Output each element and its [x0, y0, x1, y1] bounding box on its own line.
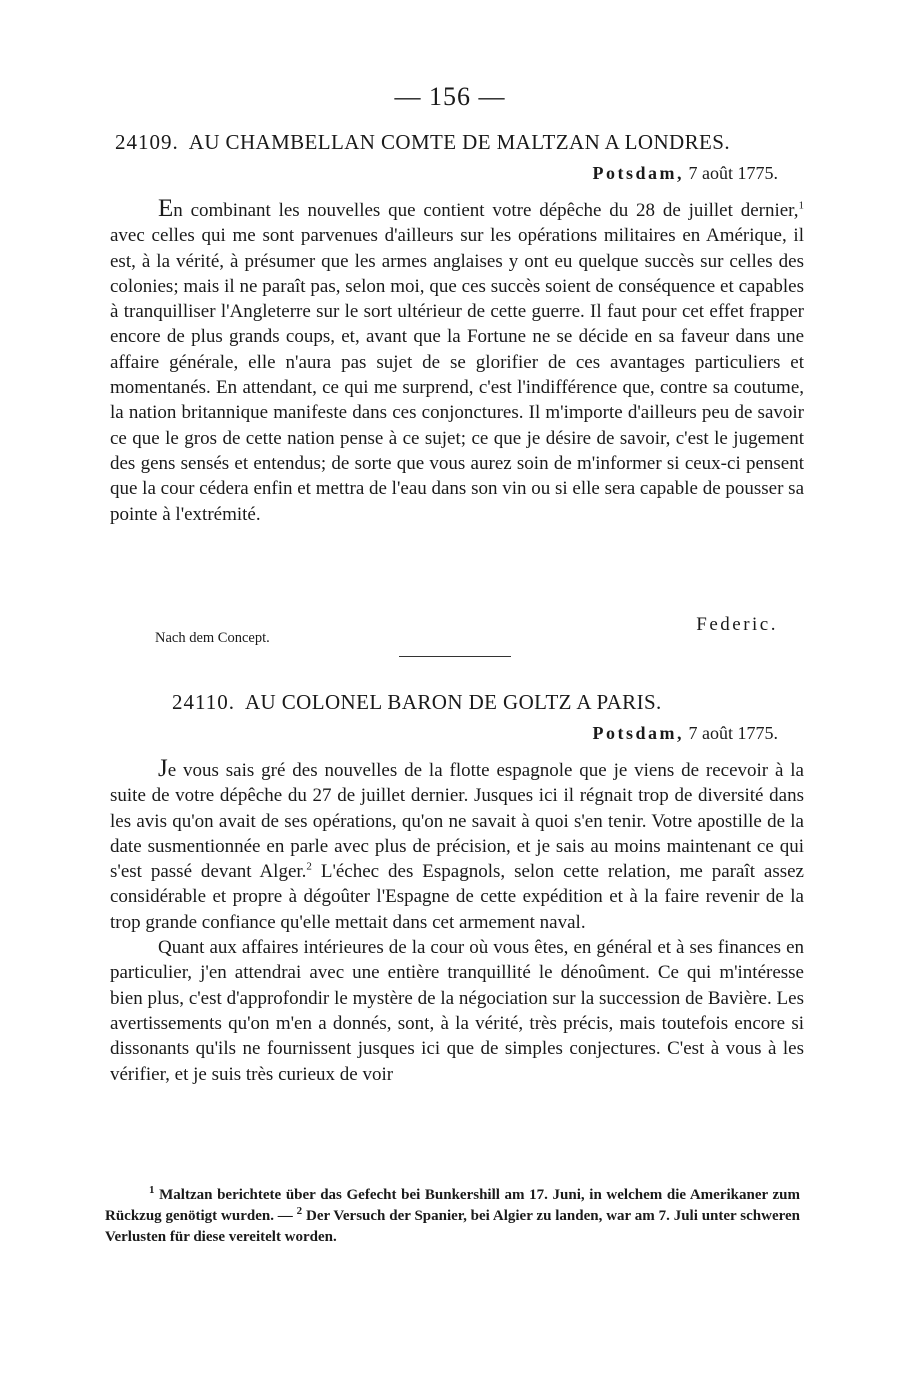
letter-2-text-b: L'échec des Espagnols, selon cette relation, me paraît assez considérable et propre à dégoûter l'Espagne de cette expédition et à la faire revenir de la trop grande confiance qu'elle mettait dans cet armement naval.: [110, 861, 804, 933]
letter-1-dropcap: E: [158, 195, 174, 222]
section-divider: [399, 656, 511, 657]
letter-2-text-a: e vous sais gré des nouvelles de la flotte espagnole que je viens de recevoir à la suite de votre dépêche du 27 de juillet dernier. Jusques ici il régnait trop de diversité dans les avis qu'on avait de ses opérations, qu'on ne savait à quoi s'en tenir. Votre apostille de la date susmentionnée en parle avec plus de précision, et je sais au moins maintenant ce qui s'est passé devant Alger.: [110, 760, 804, 883]
letter-1-title: AU CHAMBELLAN COMTE DE MALTZAN A LONDRES.: [188, 130, 730, 154]
letter-1-text-a: n combinant les nouvelles que contient votre dépêche du 28 de juillet dernier,: [173, 200, 799, 221]
footnote-mark-2: 2: [296, 1205, 303, 1217]
letter-1-date: 7 août 1775.: [688, 163, 778, 183]
footnote-ref-1: 1: [798, 199, 804, 212]
letter-1-place: Potsdam,: [592, 163, 684, 183]
letter-2-number: 24110.: [172, 690, 235, 714]
footnote-block: [105, 1185, 800, 1248]
letter-2-paragraph-1: [110, 756, 804, 935]
letter-2-date: 7 août 1775.: [688, 723, 778, 743]
letter-1-source: Nach dem Concept.: [155, 630, 270, 646]
letter-1-body: [110, 196, 804, 527]
letter-1-signature: Federic.: [696, 614, 778, 635]
letter-2-paragraph-2: Quant aux affaires intérieures de la cour où vous êtes, en général et à ses finances en particulier, j'en attendrai avec une entière tranquillité le dénoûment. Ce qui m'intéresse bien plus, c'est d'approfondir le mystère de la négociation sur la succession de Bavière. Les avertissements qu'on m'en a donnés, sont, à la vérité, très précis, mais toutefois encore si dissonants qu'ils ne fournissent jusques ici que de simples conjectures. C'est à vous à les vérifier, et je suis très curieux de voir: [110, 937, 804, 1085]
letter-2-place: Potsdam,: [592, 723, 684, 743]
page-number: — 156 —: [394, 82, 506, 111]
letter-1-heading: [115, 130, 730, 155]
letter-2-dateline: [593, 723, 779, 744]
letter-1-number: 24109.: [115, 130, 179, 154]
letter-2-dropcap: J: [158, 755, 168, 782]
letter-1-paragraph: [110, 196, 804, 527]
letter-1-text-b: avec celles qui me sont parvenues d'ailleurs sur les opérations militaires en Amérique, il est, à la vérité, à présumer que les armes anglaises y ont eu quelque succès sur celles des colonies; mais il ne paraît pas, selon moi, que ces succès soient de conséquence et capables à tranquilliser l'Angleterre sur le sort ultérieur de cette guerre. Il faut pour cet effet frapper encore de plus grands coups, et, avant que la Fortune ne se décide en sa faveur dans une affaire générale, elle n'aura pas sujet de se glorifier de ces avantages particuliers et momentanés. En attendant, ce qui me surprend, c'est l'indifférence que, contre sa coutume, la nation britannique manifeste dans ces conjonctures. Il m'importe d'ailleurs peu de savoir ce que le gros de cette nation pense à ce sujet; ce que je désire de savoir, c'est le jugement des gens sensés et entendus; de sorte que vous aurez soin de m'informer si ceux-ci pensent que la cour cédera enfin et mettra de l'eau dans son vin ou si elle sera capable de pousser sa pointe à l'extrémité.: [110, 225, 805, 525]
letter-2-body: [110, 756, 804, 1087]
letter-2-title: AU COLONEL BARON DE GOLTZ A PARIS.: [244, 690, 662, 714]
letter-1-dateline: [593, 163, 779, 184]
footnote-ref-2: 2: [306, 860, 312, 873]
footnote-mark-1: 1: [149, 1184, 155, 1196]
footnote-2-text: Der Versuch der Spanier, bei Algier zu landen, war am 7. Juli unter schweren Verlusten für diese vereitelt worden.: [105, 1208, 801, 1245]
letter-2-heading: [172, 690, 662, 715]
footnotes: [105, 1185, 800, 1248]
footnote-1-text: Maltzan berichtete über das Gefecht bei Bunkershill am 17. Juni, in welchem die Amerikaner zum Rückzug genötigt wurden. —: [105, 1187, 800, 1224]
